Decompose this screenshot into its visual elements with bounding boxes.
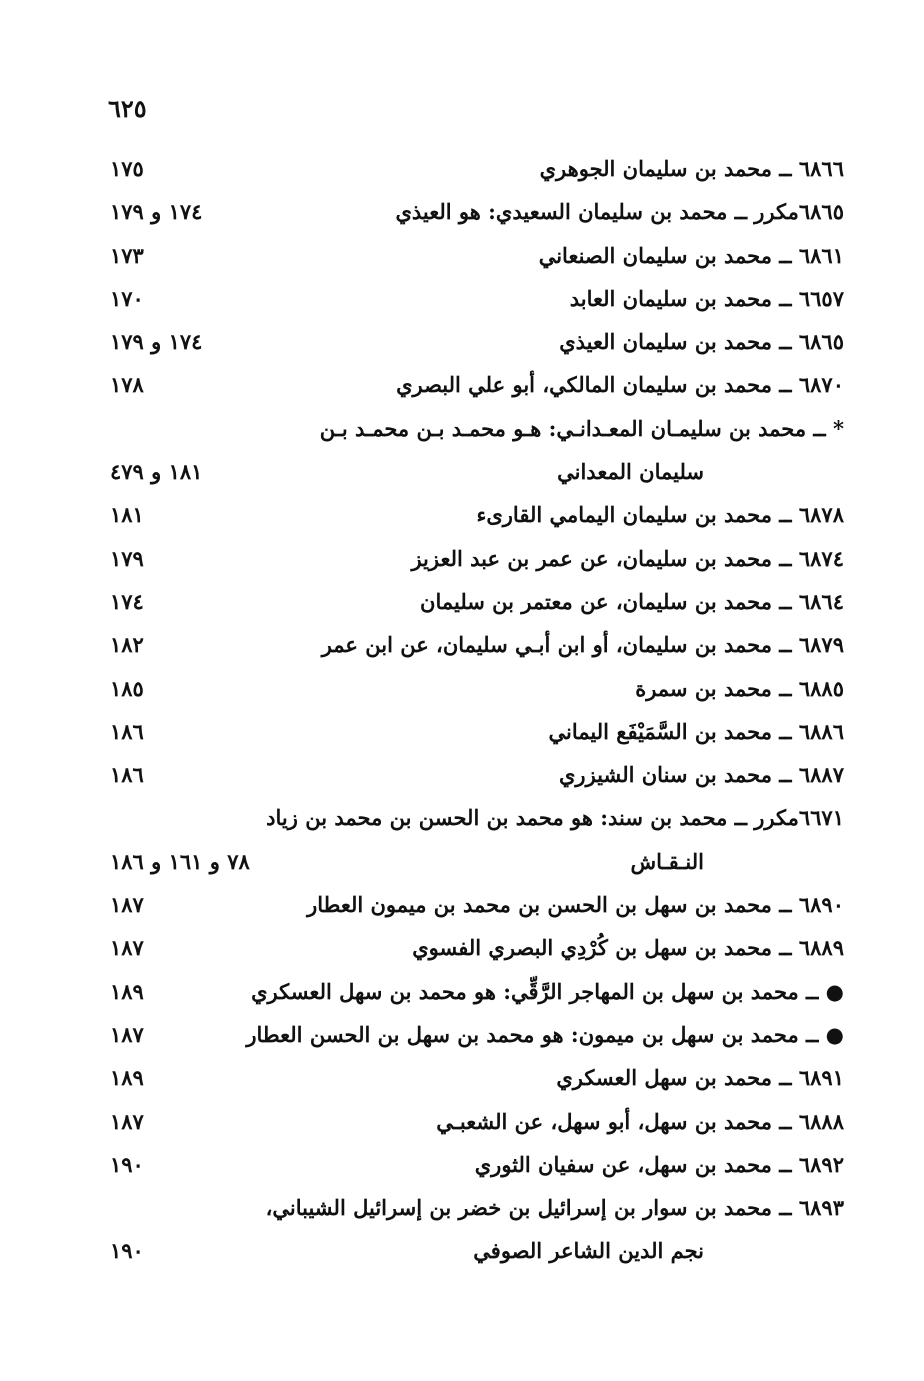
entry-text: ٦٨٧٩ ــ محمد بن سليمان، أو ابن أبـي سليمان، عن ابن عمر	[321, 632, 844, 658]
entry-page-references: ١٧٠	[110, 285, 144, 311]
index-entry	[100, 537, 844, 580]
entry-text: ٦٨٨٦ ــ محمد بن السَّمَيْفَع اليماني	[548, 718, 844, 744]
entry-page-references: ١٨١	[110, 502, 144, 528]
entry-page-references: ١٧٨	[110, 372, 144, 398]
index-entries-list	[100, 147, 844, 1273]
entry-text: ٦٨٦٥ ــ محمد بن سليمان العيذي	[559, 329, 844, 355]
index-entry-continuation	[100, 840, 844, 883]
index-entry	[100, 1186, 844, 1229]
entry-text: ٦٨٦٦ ــ محمد بن سليمان الجوهري	[539, 156, 844, 181]
entry-text: ٦٨٩٣ ــ محمد بن سوار بن إسرائيل بن خضر بن إسرائيل الشيباني،	[265, 1195, 844, 1221]
entry-text: ٦٨٨٧ ــ محمد بن سنان الشيزري	[558, 762, 844, 788]
entry-text: ● ــ محمد بن سهل بن ميمون: هو محمد بن سهل بن الحسن العطار	[246, 1021, 844, 1047]
index-entry	[100, 407, 844, 450]
entry-text: ٦٨٩٠ ــ محمد بن سهل بن الحسن بن محمد بن ميمون العطار	[307, 892, 844, 918]
entry-page-references: ١٧٩	[110, 545, 144, 571]
entry-text: ٦٨٨٩ ــ محمد بن سهل بن كُرْدِي البصري الفسوي	[412, 935, 844, 961]
index-entry	[100, 363, 844, 406]
entry-text: ٦٨٧٨ ــ محمد بن سليمان اليمامي القارىء	[476, 502, 844, 528]
entry-page-references: ١٨٧	[110, 1108, 144, 1134]
index-entry	[100, 277, 844, 320]
index-entry	[100, 580, 844, 623]
entry-page-references: ١٨٦	[110, 762, 144, 788]
entry-text: ٦٨٦٥مكرر ــ محمد بن سليمان السعيدي: هو العيذي	[395, 199, 844, 225]
index-entry	[100, 1100, 844, 1143]
entry-page-references: ١٨٧	[110, 1021, 144, 1047]
index-entry	[100, 926, 844, 969]
entry-text: نجم الدين الشاعر الصوفي	[473, 1238, 704, 1264]
index-entry	[100, 493, 844, 536]
index-entry	[100, 883, 844, 926]
entry-text: ٦٦٥٧ ــ محمد بن سليمان العابد	[569, 285, 844, 311]
entry-text: ٦٨٦٤ ــ محمد بن سليمان، عن معتمر بن سليمان	[420, 588, 844, 614]
entry-text: ٦٨٩٢ ــ محمد بن سهل، عن سفيان الثوري	[474, 1151, 844, 1177]
index-entry	[100, 710, 844, 753]
index-entry	[100, 667, 844, 710]
index-entry	[100, 190, 844, 233]
index-entry	[100, 147, 844, 190]
entry-text: ٦٨٩١ ــ محمد بن سهل العسكري	[556, 1065, 844, 1091]
entry-page-references: ٧٨ و ١٦١ و ١٨٦	[110, 848, 250, 874]
entry-text: ٦٨٧٤ ــ محمد بن سليمان، عن عمر بن عبد العزيز	[411, 545, 844, 571]
entry-page-references: ١٩٠	[110, 1151, 144, 1177]
index-entry	[100, 1013, 844, 1056]
index-entry	[100, 796, 844, 839]
index-entry	[100, 753, 844, 796]
entry-text: ٦٨٧٠ ــ محمد بن سليمان المالكي، أبو علي البصري	[396, 372, 844, 398]
index-entry-continuation	[100, 450, 844, 493]
entry-page-references: ١٨١ و ٤٧٩	[110, 459, 203, 485]
entry-text: ● ــ محمد بن سهل بن المهاجر الرَّقِّي: هو محمد بن سهل العسكري	[251, 978, 844, 1004]
index-entry	[100, 320, 844, 363]
index-entry	[100, 1143, 844, 1186]
index-entry	[100, 970, 844, 1013]
entry-page-references: ١٩٠	[110, 1238, 144, 1264]
index-entry	[100, 1056, 844, 1099]
entry-page-references: ١٧٤ و ١٧٩	[110, 329, 203, 355]
entry-text: ٦٦٧١مكرر ــ محمد بن سند: هو محمد بن الحسن بن محمد بن زياد	[266, 805, 844, 831]
entry-page-references: ١٨٢	[110, 632, 144, 658]
entry-page-references: ١٨٧	[110, 935, 144, 961]
entry-page-references: ١٨٦	[110, 718, 144, 744]
index-entry	[100, 234, 844, 277]
entry-page-references: ١٨٥	[110, 675, 144, 701]
entry-page-references: ١٧٥	[110, 156, 144, 181]
page-number: ٦٢٥	[108, 94, 147, 123]
entry-page-references: ١٧٣	[110, 242, 144, 268]
entry-text: ٦٨٨٨ ــ محمد بن سهل، أبو سهل، عن الشعبـي	[436, 1108, 844, 1134]
index-entry	[100, 623, 844, 666]
entry-text: سليمان المعداني	[557, 459, 704, 485]
entry-page-references: ١٨٩	[110, 1065, 144, 1091]
entry-page-references: ١٧٤ و ١٧٩	[110, 199, 203, 225]
entry-text: ٦٨٨٥ ــ محمد بن سمرة	[635, 675, 844, 701]
entry-page-references: ١٨٧	[110, 892, 144, 918]
entry-page-references: ١٨٩	[110, 978, 144, 1004]
entry-text: النـقـاش	[630, 848, 704, 874]
index-entry-continuation	[100, 1229, 844, 1272]
entry-page-references: ١٧٤	[110, 588, 144, 614]
entry-text: ٦٨٦١ ــ محمد بن سليمان الصنعاني	[538, 242, 844, 268]
entry-text: * ــ محمد بن سليمـان المعـدانـي: هـو محمـد بـن محمـد بـن	[319, 415, 844, 441]
